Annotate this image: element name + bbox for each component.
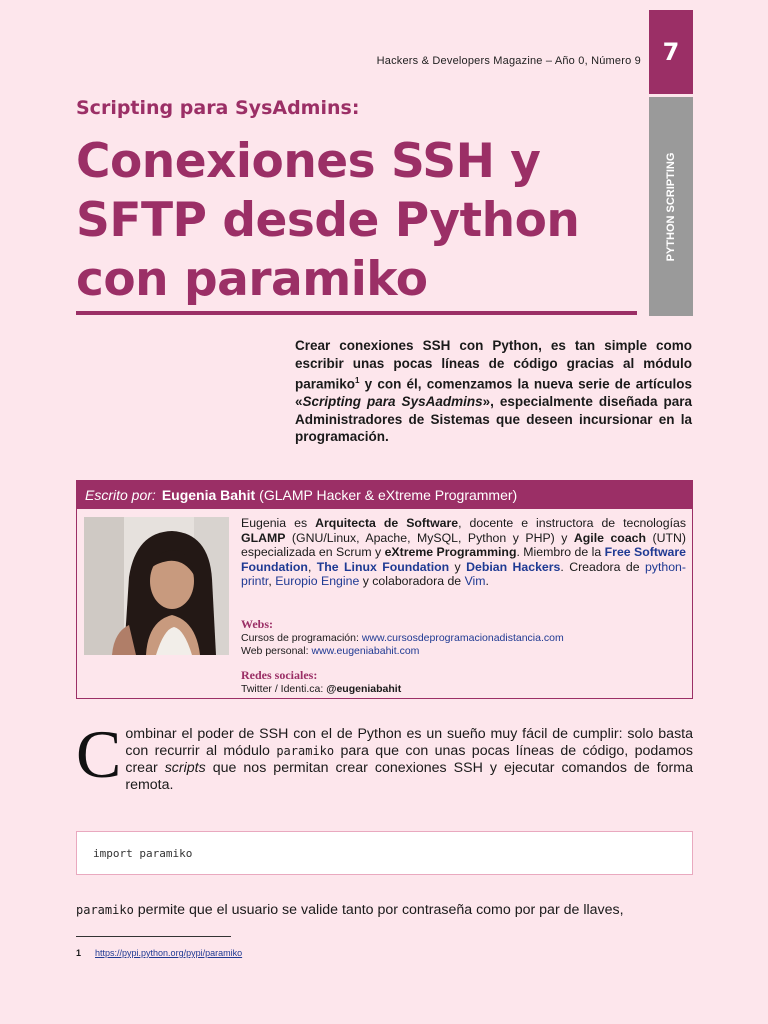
footnote-number: 1 <box>76 948 82 958</box>
page-number: 7 <box>649 10 693 94</box>
magazine-header: Hackers & Developers Magazine – Año 0, Número 9 <box>376 55 641 67</box>
code-block <box>76 831 693 875</box>
author-header <box>77 481 692 509</box>
section-tab-label: PYTHON SCRIPTING <box>665 152 677 261</box>
footnote-rule <box>76 936 231 937</box>
article-kicker: Scripting para SysAdmins: <box>76 97 360 119</box>
footnote-ref[interactable]: 1 <box>355 376 360 385</box>
social-handle[interactable]: @eugeniabahit <box>326 683 402 695</box>
web-item: Cursos de programación: www.cursosdeprogramacionadistancia.com <box>241 632 564 644</box>
article-title <box>76 132 636 309</box>
article-lede <box>295 337 692 446</box>
title-line: SFTP desde Python <box>76 193 580 248</box>
author-photo <box>84 517 229 655</box>
lede-text: », especialmente diseñada para Administradores de Sistemas que deseen incursionar en la programación. <box>295 394 692 444</box>
web-link[interactable]: www.eugeniabahit.com <box>311 645 420 657</box>
footnote <box>76 948 242 958</box>
author-bio: Eugenia es Arquitecta de Software, docente e instructora de tecnologías GLAMP (GNU/Linux, Apache, MySQL, Python y PHP) y Agile coach (UTN) especializada en Scrum y eXtreme Programming. Miembro de la Free Software Foundation, The Linux Foundation y Debian Hackers. Creadora de python-printr, Europio Engine y colaboradora de Vim. <box>241 516 686 589</box>
link-vim[interactable]: Vim <box>464 574 486 589</box>
social-item: Twitter / Identi.ca: @eugeniabahit <box>241 683 402 695</box>
link-python-printr[interactable]: python-printr <box>241 559 686 589</box>
written-by-label: Escrito por: <box>85 487 156 503</box>
body-paragraph: Combinar el poder de SSH con el de Python es un sueño muy fácil de cumplir: solo basta con recurrir al módulo paramiko para que con unas pocas líneas de código, podamos crear scripts que nos permitan crear conexiones SSH y ejecutar comandos de forma remota. <box>76 716 693 793</box>
body-paragraph-2: paramiko permite que el usuario se valide tanto por contraseña como por par de llaves, <box>76 902 624 918</box>
author-name: Eugenia Bahit <box>161 487 256 503</box>
drop-cap: C <box>76 716 122 792</box>
web-item: Web personal: www.eugeniabahit.com <box>241 645 420 657</box>
title-rule <box>76 311 637 315</box>
link-debian-hackers[interactable]: Debian Hackers <box>466 559 561 574</box>
link-linux-foundation[interactable]: The Linux Foundation <box>316 559 450 574</box>
lede-text: y con él, comenzamos la nueva serie de artículos « <box>295 376 692 409</box>
social-section <box>241 668 686 696</box>
section-tab <box>649 97 693 316</box>
webs-label: Webs: <box>241 617 274 631</box>
link-fsf[interactable]: Free Software Foundation <box>241 545 686 574</box>
inline-code: paramiko <box>276 744 335 758</box>
title-line: Conexiones SSH y <box>76 134 541 189</box>
inline-code: paramiko <box>76 903 134 917</box>
footnote-link[interactable]: https://pypi.python.org/pypi/paramiko <box>95 948 243 958</box>
series-name: Scripting para SysAadmins <box>302 394 483 409</box>
author-role: (GLAMP Hacker & eXtreme Programmer) <box>259 487 518 503</box>
web-link[interactable]: www.cursosdeprogramacionadistancia.com <box>361 632 564 644</box>
link-europio-engine[interactable]: Europio Engine <box>275 574 360 589</box>
lede-text: Crear conexiones SSH con Python, es tan simple como escribir unas pocas líneas de código gracias al módulo paramiko <box>295 338 692 392</box>
social-label: Redes sociales: <box>241 668 318 682</box>
code-text: import paramiko <box>93 847 193 860</box>
title-line: con paramiko <box>76 252 428 307</box>
author-box <box>76 480 693 699</box>
webs-section <box>241 617 686 658</box>
